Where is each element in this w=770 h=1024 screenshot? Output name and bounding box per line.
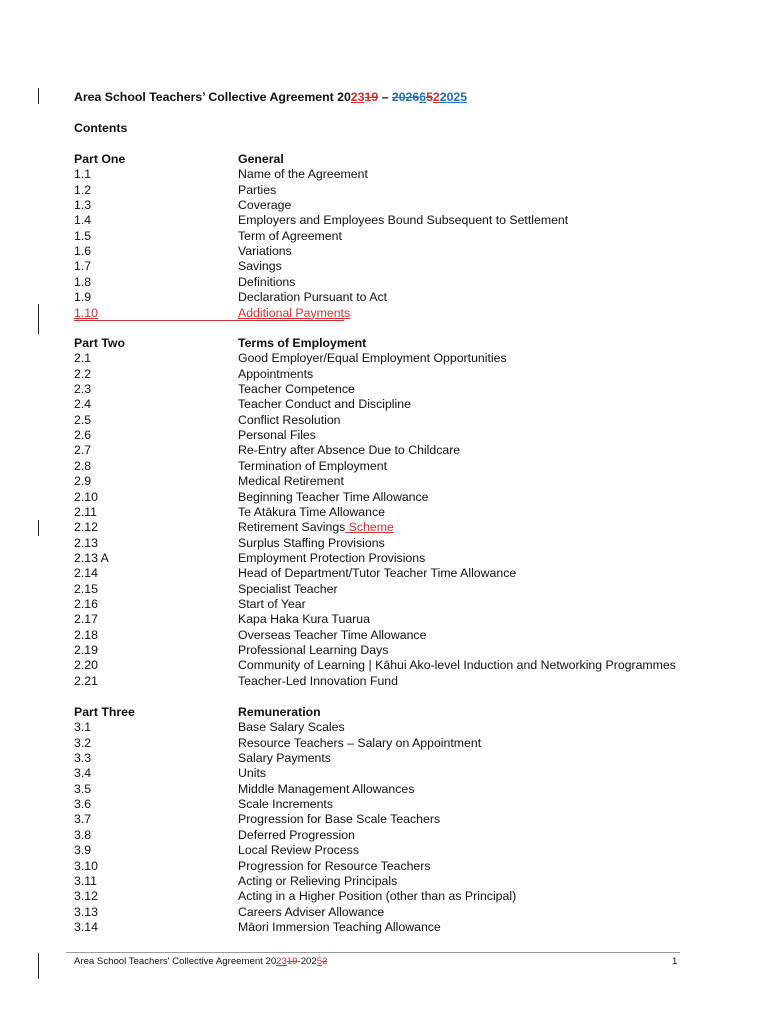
footer-deletion: 19	[286, 956, 298, 967]
toc-entry-number: 3.10	[74, 858, 98, 873]
toc-entry-text: Specialist Teacher	[238, 581, 338, 596]
title-insertion: 23	[350, 90, 365, 104]
toc-entry-number: 1.7	[74, 259, 92, 274]
toc-entry-title	[238, 459, 387, 474]
toc-entry-text: Careers Adviser Allowance	[238, 904, 385, 919]
toc-entry-text: Variations	[238, 244, 292, 259]
toc-entry-number: 1.3	[74, 198, 92, 213]
toc-entry-number: 2.16	[74, 596, 98, 611]
document-title	[74, 90, 467, 104]
toc-entry-text: Employers and Employees Bound Subsequent to Settlement	[238, 213, 569, 228]
toc-entry-text: Good Employer/Equal Employment Opportunities	[238, 351, 507, 366]
toc-entry-title	[238, 520, 394, 535]
toc-entry-title	[238, 797, 333, 812]
toc-entry-text: Acting in a Higher Position (other than as Principal)	[238, 889, 517, 904]
toc-entry-text: Progression for Base Scale Teachers	[238, 812, 441, 827]
toc-entry-number: 2.13	[74, 535, 98, 550]
toc-entry-number: 2.5	[74, 412, 92, 427]
title-insertion: 2025	[439, 90, 468, 104]
toc-entry-number: 1.5	[74, 228, 92, 243]
toc-entry-title	[238, 658, 676, 673]
toc-entry-number: 2.10	[74, 489, 98, 504]
toc-entry-title	[238, 306, 350, 321]
toc-entry-number: 2.20	[74, 658, 98, 673]
toc-entry-text: Teacher Competence	[238, 382, 355, 397]
toc-entry-number: 1.2	[74, 182, 92, 197]
toc-entry-number: 2.21	[74, 673, 98, 688]
change-bar	[38, 88, 39, 104]
toc-entry-title	[238, 551, 425, 566]
toc-entry-number: 3.14	[74, 919, 98, 934]
toc-entry-number: 1.4	[74, 213, 92, 228]
toc-entry-text: Medical Retirement	[238, 474, 344, 489]
toc-entry-title	[238, 367, 313, 382]
toc-entry-text: Start of Year	[238, 596, 306, 611]
toc-entry-title	[238, 505, 385, 520]
toc-entry-title	[238, 674, 398, 689]
toc-entry-text: Coverage	[238, 198, 292, 213]
toc-entry-title	[238, 736, 481, 751]
page-footer	[74, 956, 327, 967]
part-label: Part Two	[74, 336, 126, 350]
page-number: 1	[672, 956, 678, 967]
toc-entry-number: 2.6	[74, 428, 92, 443]
toc-entry-text: Definitions	[238, 274, 296, 289]
toc-entry-text: Declaration Pursuant to Act	[238, 290, 388, 305]
toc-entry-number: 1.1	[74, 167, 92, 182]
toc-entry-number: 3.4	[74, 766, 92, 781]
contents-heading: Contents	[74, 121, 128, 135]
toc-entry-number: 2.7	[74, 443, 92, 458]
toc-entry-title	[238, 766, 266, 781]
toc-entry-text: Community of Learning | Kāhui Ako-level Induction and Networking Programmes	[238, 658, 676, 673]
toc-entry-text: Te Atākura Time Allowance	[238, 504, 385, 519]
toc-entry-title	[238, 751, 331, 766]
toc-entry-title	[238, 782, 414, 797]
toc-entry-number: 3.1	[74, 720, 92, 735]
footer-divider	[66, 952, 680, 953]
toc-entry-text: Scale Increments	[238, 797, 334, 812]
toc-entry-number: 1.10	[74, 305, 98, 320]
toc-entry-number: 2.14	[74, 566, 98, 581]
part-label: Part Three	[74, 705, 135, 719]
toc-entry-number: 3.13	[74, 904, 98, 919]
toc-entry-title	[238, 889, 516, 904]
toc-entry-title	[238, 628, 426, 643]
toc-entry-text: Local Review Process	[238, 843, 359, 858]
toc-entry-text: Re-Entry after Absence Due to Childcare	[238, 443, 461, 458]
toc-entry-title	[238, 643, 388, 658]
change-bar	[38, 304, 39, 334]
toc-entry-text: Base Salary Scales	[238, 720, 345, 735]
toc-entry-text: Parties	[238, 182, 277, 197]
toc-entry-title	[238, 382, 355, 397]
toc-entry-text: Beginning Teacher Time Allowance	[238, 489, 429, 504]
toc-entry-text: Māori Immersion Teaching Allowance	[238, 919, 441, 934]
toc-entry-number: 2.8	[74, 458, 92, 473]
toc-entry-title	[238, 582, 338, 597]
toc-entry-number: 3.11	[74, 873, 98, 888]
toc-entry-number: 2.13 A	[74, 550, 109, 565]
toc-entry-text: Teacher-Led Innovation Fund	[238, 673, 398, 688]
toc-entry-number: 2.9	[74, 474, 92, 489]
toc-entry-text: Overseas Teacher Time Allowance	[238, 627, 427, 642]
toc-entry-insertion: Scheme	[345, 520, 394, 535]
footer-text: -202	[297, 956, 317, 967]
toc-entry-number: 2.12	[74, 520, 98, 535]
toc-entry-title	[238, 167, 368, 182]
toc-entry-text: Teacher Conduct and Discipline	[238, 397, 411, 412]
toc-entry-number: 2.19	[74, 643, 98, 657]
toc-entry-text: Head of Department/Tutor Teacher Time Allowance	[238, 566, 517, 581]
toc-entry-text: Conflict Resolution	[238, 412, 341, 427]
title-deletion: 2026	[391, 90, 420, 104]
toc-entry-number: 3.12	[74, 889, 98, 904]
toc-entry-number: 1.6	[74, 244, 92, 259]
toc-entry-number: 1.9	[74, 290, 92, 305]
toc-entry-title	[238, 874, 397, 889]
toc-entry-title	[238, 612, 370, 627]
toc-entry-text: Employment Protection Provisions	[238, 550, 426, 565]
toc-entry-text: Resource Teachers – Salary on Appointment	[238, 735, 482, 750]
toc-entry-title	[238, 474, 344, 489]
toc-entry-number: 3.2	[74, 735, 92, 750]
insertion-underline	[74, 320, 344, 321]
toc-entry-title	[238, 413, 341, 428]
toc-entry-title	[238, 859, 431, 874]
toc-entry-number: 2.17	[74, 612, 98, 627]
toc-entry-text: Retirement Savings	[238, 520, 346, 535]
toc-entry-number: 2.15	[74, 581, 98, 596]
toc-entry-number: 2.1	[74, 351, 92, 366]
toc-entry-title	[238, 443, 460, 458]
toc-entry-title	[238, 920, 441, 935]
part-label: Part One	[74, 152, 126, 166]
footer-deletion: 2	[322, 956, 328, 967]
toc-entry-number: 2.3	[74, 382, 92, 397]
part-title: Remuneration	[238, 705, 321, 719]
toc-entry-number: 2.2	[74, 366, 92, 381]
toc-entry-text: Surplus Staffing Provisions	[238, 535, 385, 550]
toc-entry-title	[238, 213, 568, 228]
toc-entry-text: Savings	[238, 259, 282, 274]
toc-entry-number: 2.11	[74, 504, 98, 519]
toc-entry-text: Salary Payments	[238, 751, 331, 766]
toc-entry-title	[238, 597, 306, 612]
toc-entry-number: 3.3	[74, 751, 92, 766]
toc-entry-title	[238, 428, 316, 443]
toc-entry-title	[238, 843, 359, 858]
toc-entry-title	[238, 720, 345, 735]
toc-entry-title	[238, 351, 507, 366]
toc-entry-number: 2.4	[74, 397, 92, 412]
toc-entry-number: 3.7	[74, 812, 92, 827]
toc-entry-text: Units	[238, 766, 267, 781]
title-text: Area School Teachers’ Collective Agreement 20	[74, 90, 351, 104]
toc-entry-title	[238, 259, 282, 274]
toc-entry-title	[238, 275, 295, 290]
toc-entry-title	[238, 905, 384, 920]
toc-entry-title	[238, 828, 355, 843]
title-insertion: 2	[432, 90, 440, 104]
toc-entry-number: 3.6	[74, 797, 92, 812]
footer-insertion: 5	[316, 956, 323, 967]
toc-entry-title	[238, 490, 429, 505]
toc-entry-text: Personal Files	[238, 428, 316, 443]
toc-entry-number: 3.8	[74, 827, 92, 842]
toc-entry-text: Middle Management Allowances	[238, 781, 415, 796]
title-deletion: 19	[364, 90, 379, 104]
toc-entry-text: Deferred Progression	[238, 827, 355, 842]
footer-insertion: 23	[276, 956, 287, 967]
toc-entry-number: 1.8	[74, 274, 92, 289]
toc-entry-title	[238, 183, 276, 198]
toc-entry-text: Term of Agreement	[238, 228, 342, 243]
toc-entry-text: Termination of Employment	[238, 458, 387, 473]
toc-entry-title	[238, 812, 440, 827]
toc-entry-number: 3.9	[74, 843, 92, 858]
change-bar	[38, 520, 39, 536]
toc-entry-title	[238, 397, 411, 412]
toc-entry-title	[238, 198, 291, 213]
toc-entry-title	[238, 566, 516, 581]
toc-entry-text: Name of the Agreement	[238, 167, 368, 182]
toc-entry-text: Additional Payments	[238, 305, 351, 320]
title-deletion: 5	[426, 90, 433, 104]
toc-entry-title	[238, 536, 385, 551]
toc-entry-text: Progression for Resource Teachers	[238, 858, 431, 873]
toc-entry-text: Kapa Haka Kura Tuarua	[238, 612, 370, 627]
toc-entry-title	[238, 290, 387, 305]
toc-entry-number: 2.18	[74, 627, 98, 642]
title-dash: –	[378, 90, 392, 104]
toc-entry-number: 3.5	[74, 781, 92, 796]
toc-entry-text: Acting or Relieving Principals	[238, 873, 398, 888]
footer-text: Area School Teachers' Collective Agreement 20	[74, 956, 277, 967]
title-insertion: 6	[419, 90, 427, 104]
part-title: Terms of Employment	[238, 336, 367, 350]
part-title: General	[238, 152, 284, 166]
toc-entry-title	[238, 229, 342, 244]
toc-entry-text: Professional Learning Days	[238, 643, 389, 657]
toc-entry-text: Appointments	[238, 366, 314, 381]
change-bar	[38, 953, 39, 979]
toc-entry-title	[238, 244, 292, 259]
